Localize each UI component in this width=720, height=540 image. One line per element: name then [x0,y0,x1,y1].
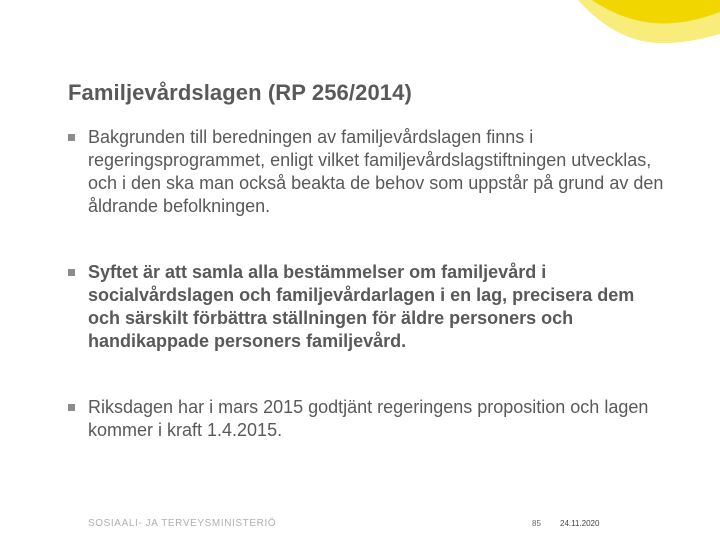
bullet-list [68,126,668,442]
bullet-item-purpose [68,261,668,353]
square-bullet-icon [68,269,75,276]
ministry-logo-text: SOSIAALI- JA TERVEYSMINISTERIÖ [88,518,277,529]
slide-title: Familjevårdslagen (RP 256/2014) [68,80,412,105]
footer-date: 24.11.2020 [560,519,600,528]
bullet-text: Bakgrunden till beredningen av familjevårdslagen finns i regeringsprogrammet, enligt vilket familjevårdslagstiftningen utvecklas, och i den ska man också beakta de behov som uppstår på grund av den åldrande befolkningen. [88,127,664,216]
ribbon-light-shape [578,0,720,43]
square-bullet-icon [68,134,75,141]
page-number: 85 [532,519,541,528]
square-bullet-icon [68,404,75,411]
ribbon-dark-shape [592,0,720,23]
bullet-text: Syftet är att samla alla bestämmelser om familjevård i socialvårdslagen och familjevårdarlagen i en lag, precisera dem och särskilt förbättra ställningen för äldre personers och handikappade personers familjevård. [88,262,635,351]
bullet-text: Riksdagen har i mars 2015 godtjänt regeringens proposition och lagen kommer i kraft 1.4.2015. [88,397,649,440]
bullet-item-parliament [68,396,668,442]
bullet-item-background [68,126,668,218]
